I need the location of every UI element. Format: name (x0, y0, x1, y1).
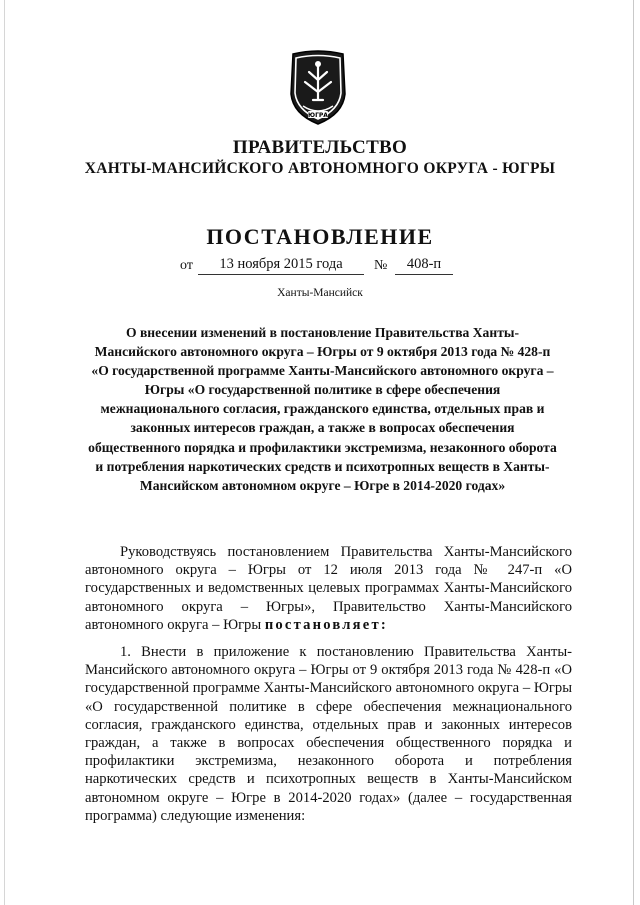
region-title: ХАНТЫ-МАНСИЙСКОГО АВТОНОМНОГО ОКРУГА - ЮГРЫ (84, 160, 556, 177)
preamble-text: Руководствуясь постановлением Правительства Ханты-Мансийского автономного округа – Югры от 12 июля 2013 года № 247-п «О государственных и ведомственных целевых программах Ханты-Мансийского автономного округа – Югры», Правительство Ханты-Мансийского автономного округа – Югры (85, 544, 572, 633)
city-name: Ханты-Мансийск (277, 287, 363, 299)
from-label: от (180, 258, 193, 273)
document-date: 13 ноября 2015 года (198, 256, 364, 275)
scan-edge-left (4, 0, 5, 905)
preamble-action: постановляет: (264, 616, 388, 633)
document-number: 408-п (395, 256, 453, 275)
document-type: ПОСТАНОВЛЕНИЕ (206, 224, 434, 249)
document-subject: О внесении изменений в постановление Правительства Ханты-Мансийского автономного округа – Югры от 9 октября 2013 года № 428-п «О государственной программе Ханты-Мансийского автономного округа – Югры «О государственной политике в сфере обеспечения межнационального согласия, гражданского единства, отдельных прав и законных интересов граждан, а также в вопросах обеспечения общественного порядка и профилактики экстремизма, незаконного оборота и потребления наркотических средств и психотропных веществ в Ханты-Мансийском автономном округе – Югре в 2014-2020 годах» (88, 325, 557, 493)
government-title: ПРАВИТЕЛЬСТВО (232, 137, 408, 158)
emblem-icon (285, 50, 351, 126)
scan-edge-right (633, 0, 634, 905)
preamble-paragraph (85, 543, 572, 634)
date-number-line (0, 258, 640, 278)
point-1-paragraph: 1. Внести в приложение к постановлению Правительства Ханты-Мансийского автономного округа – Югры от 9 октября 2013 года № 428-п «О государственной программе Ханты-Мансийского автономного округа – Югры «О государственной политике в сфере обеспечения межнационального согласия, гражданского единства, отдельных прав и законных интересов граждан, а также в вопросах обеспечения общественного порядка и профилактики экстремизма, незаконного оборота и потребления наркотических средств и психотропных веществ в Ханты-Мансийском автономном округе – Югре в 2014-2020 годах» (далее – государственная программа) следующие изменения: (85, 644, 572, 824)
number-label: № (374, 258, 388, 273)
svg-text:ЮГРА: ЮГРА (308, 112, 328, 119)
